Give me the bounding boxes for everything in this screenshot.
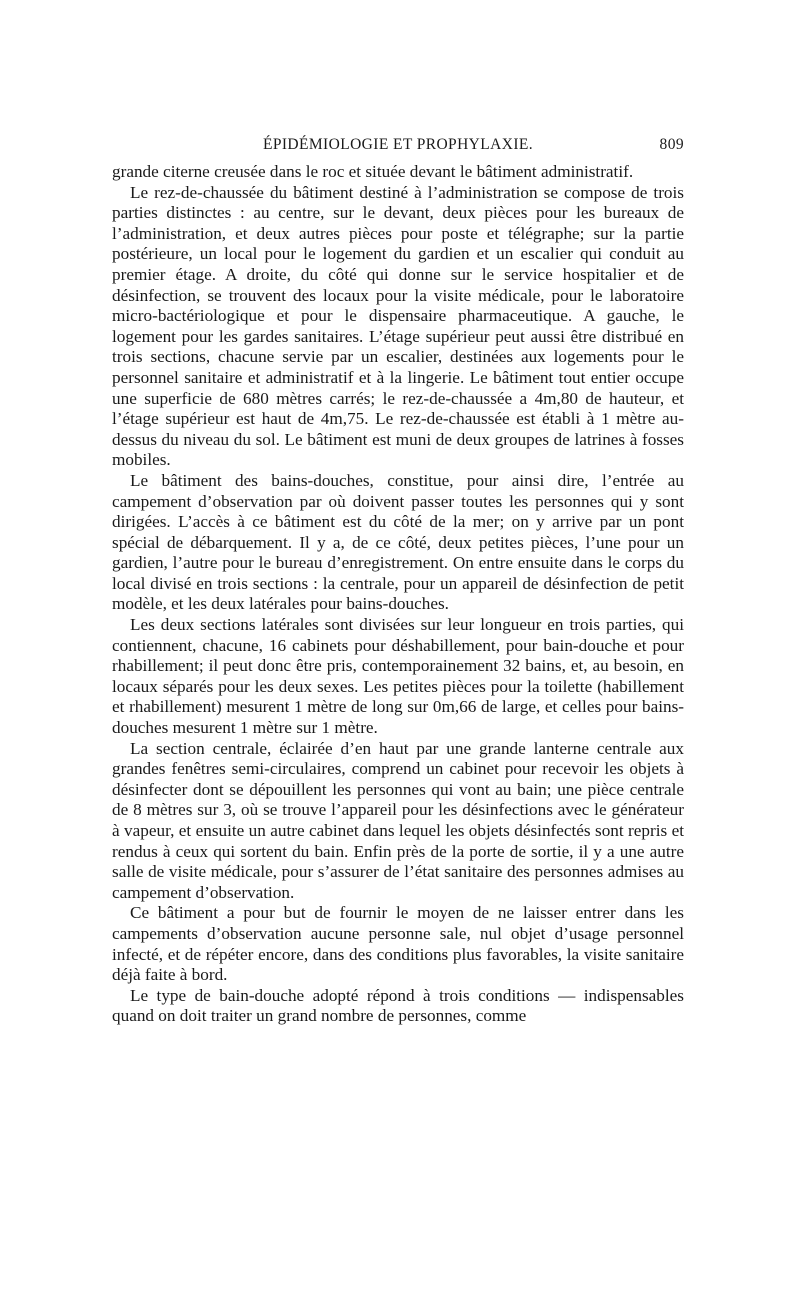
paragraph: Le rez-de-chaussée du bâtiment destiné à l’administration se compose de trois parties distinctes : au centre, sur le devant, deux pièces pour les bureaux de l’administration, et deux autres pièces pour poste et télégraphe; sur la partie postérieure, un local pour le logement du gardien et un escalier qui conduit au premier étage. A droite, du côté qui donne sur le service hospitalier et de désinfection, se trouvent des locaux pour la visite médicale, pour le laboratoire micro-bactériologique et pour le dispensaire pharmaceutique. A gauche, le logement pour les gardes sanitaires. L’étage supérieur peut aussi être distribué en trois sections, chacune servie par un escalier, destinées aux logements pour le personnel sanitaire et administratif et à la lingerie. Le bâtiment tout entier occupe une superficie de 680 mètres carrés; le rez-de-chaussée a 4m,80 de hauteur, et l’étage supérieur est haut de 4m,75. Le rez-de-chaussée est établi à 1 mètre au-dessus du niveau du sol. Le bâtiment est muni de deux groupes de latrines à fosses mobiles. [112, 182, 684, 470]
page-number: 809 [659, 136, 684, 153]
document-page [112, 136, 684, 1027]
paragraph: Le type de bain-douche adopté répond à trois conditions — indispensables quand on doit traiter un grand nombre de personnes, comme [112, 985, 684, 1026]
paragraph: Les deux sections latérales sont divisées sur leur longueur en trois parties, qui contiennent, chacune, 16 cabinets pour déshabillement, pour bain-douche et pour rhabillement; il peut donc être pris, contemporainement 32 bains, et, au besoin, en locaux séparés pour les deux sexes. Les petites pièces pour la toilette (habillement et rhabillement) mesurent 1 mètre de long sur 0m,66 de large, et celles pour bains-douches mesurent 1 mètre sur 1 mètre. [112, 615, 684, 738]
body-text [112, 162, 684, 1027]
paragraph: Le bâtiment des bains-douches, constitue, pour ainsi dire, l’entrée au campement d’observation par où doivent passer toutes les personnes qui y sont dirigées. L’accès à ce bâtiment est du côté de la mer; on y arrive par un pont spécial de débarquement. Il y a, de ce côté, deux petites pièces, l’une pour un gardien, l’autre pour le bureau d’enregistrement. On entre ensuite dans le corps du local divisé en trois sections : la centrale, pour un appareil de désinfection de petit modèle, et les deux latérales pour bains-douches. [112, 470, 684, 614]
running-title: ÉPIDÉMIOLOGIE ET PROPHYLAXIE. [262, 136, 534, 153]
paragraph: grande citerne creusée dans le roc et située devant le bâtiment administratif. [112, 162, 634, 181]
running-header [112, 136, 684, 162]
paragraph: Ce bâtiment a pour but de fournir le moyen de ne laisser entrer dans les campements d’observation aucune personne sale, nul objet d’usage personnel infecté, et de répéter encore, dans des conditions plus favorables, la visite sanitaire déjà faite à bord. [112, 903, 684, 985]
paragraph: La section centrale, éclairée d’en haut par une grande lanterne centrale aux grandes fenêtres semi-circulaires, comprend un cabinet pour recevoir les objets à désinfecter dont se dépouillent les personnes qui vont au bain; une pièce centrale de 8 mètres sur 3, où se trouve l’appareil pour les désinfections avec le générateur à vapeur, et ensuite un autre cabinet dans lequel les objets désinfectés sont repris et rendus à ceux qui sortent du bain. Enfin près de la porte de sortie, il y a une autre salle de visite médicale, pour s’assurer de l’état sanitaire des personnes admises au campement d’observation. [112, 738, 684, 902]
